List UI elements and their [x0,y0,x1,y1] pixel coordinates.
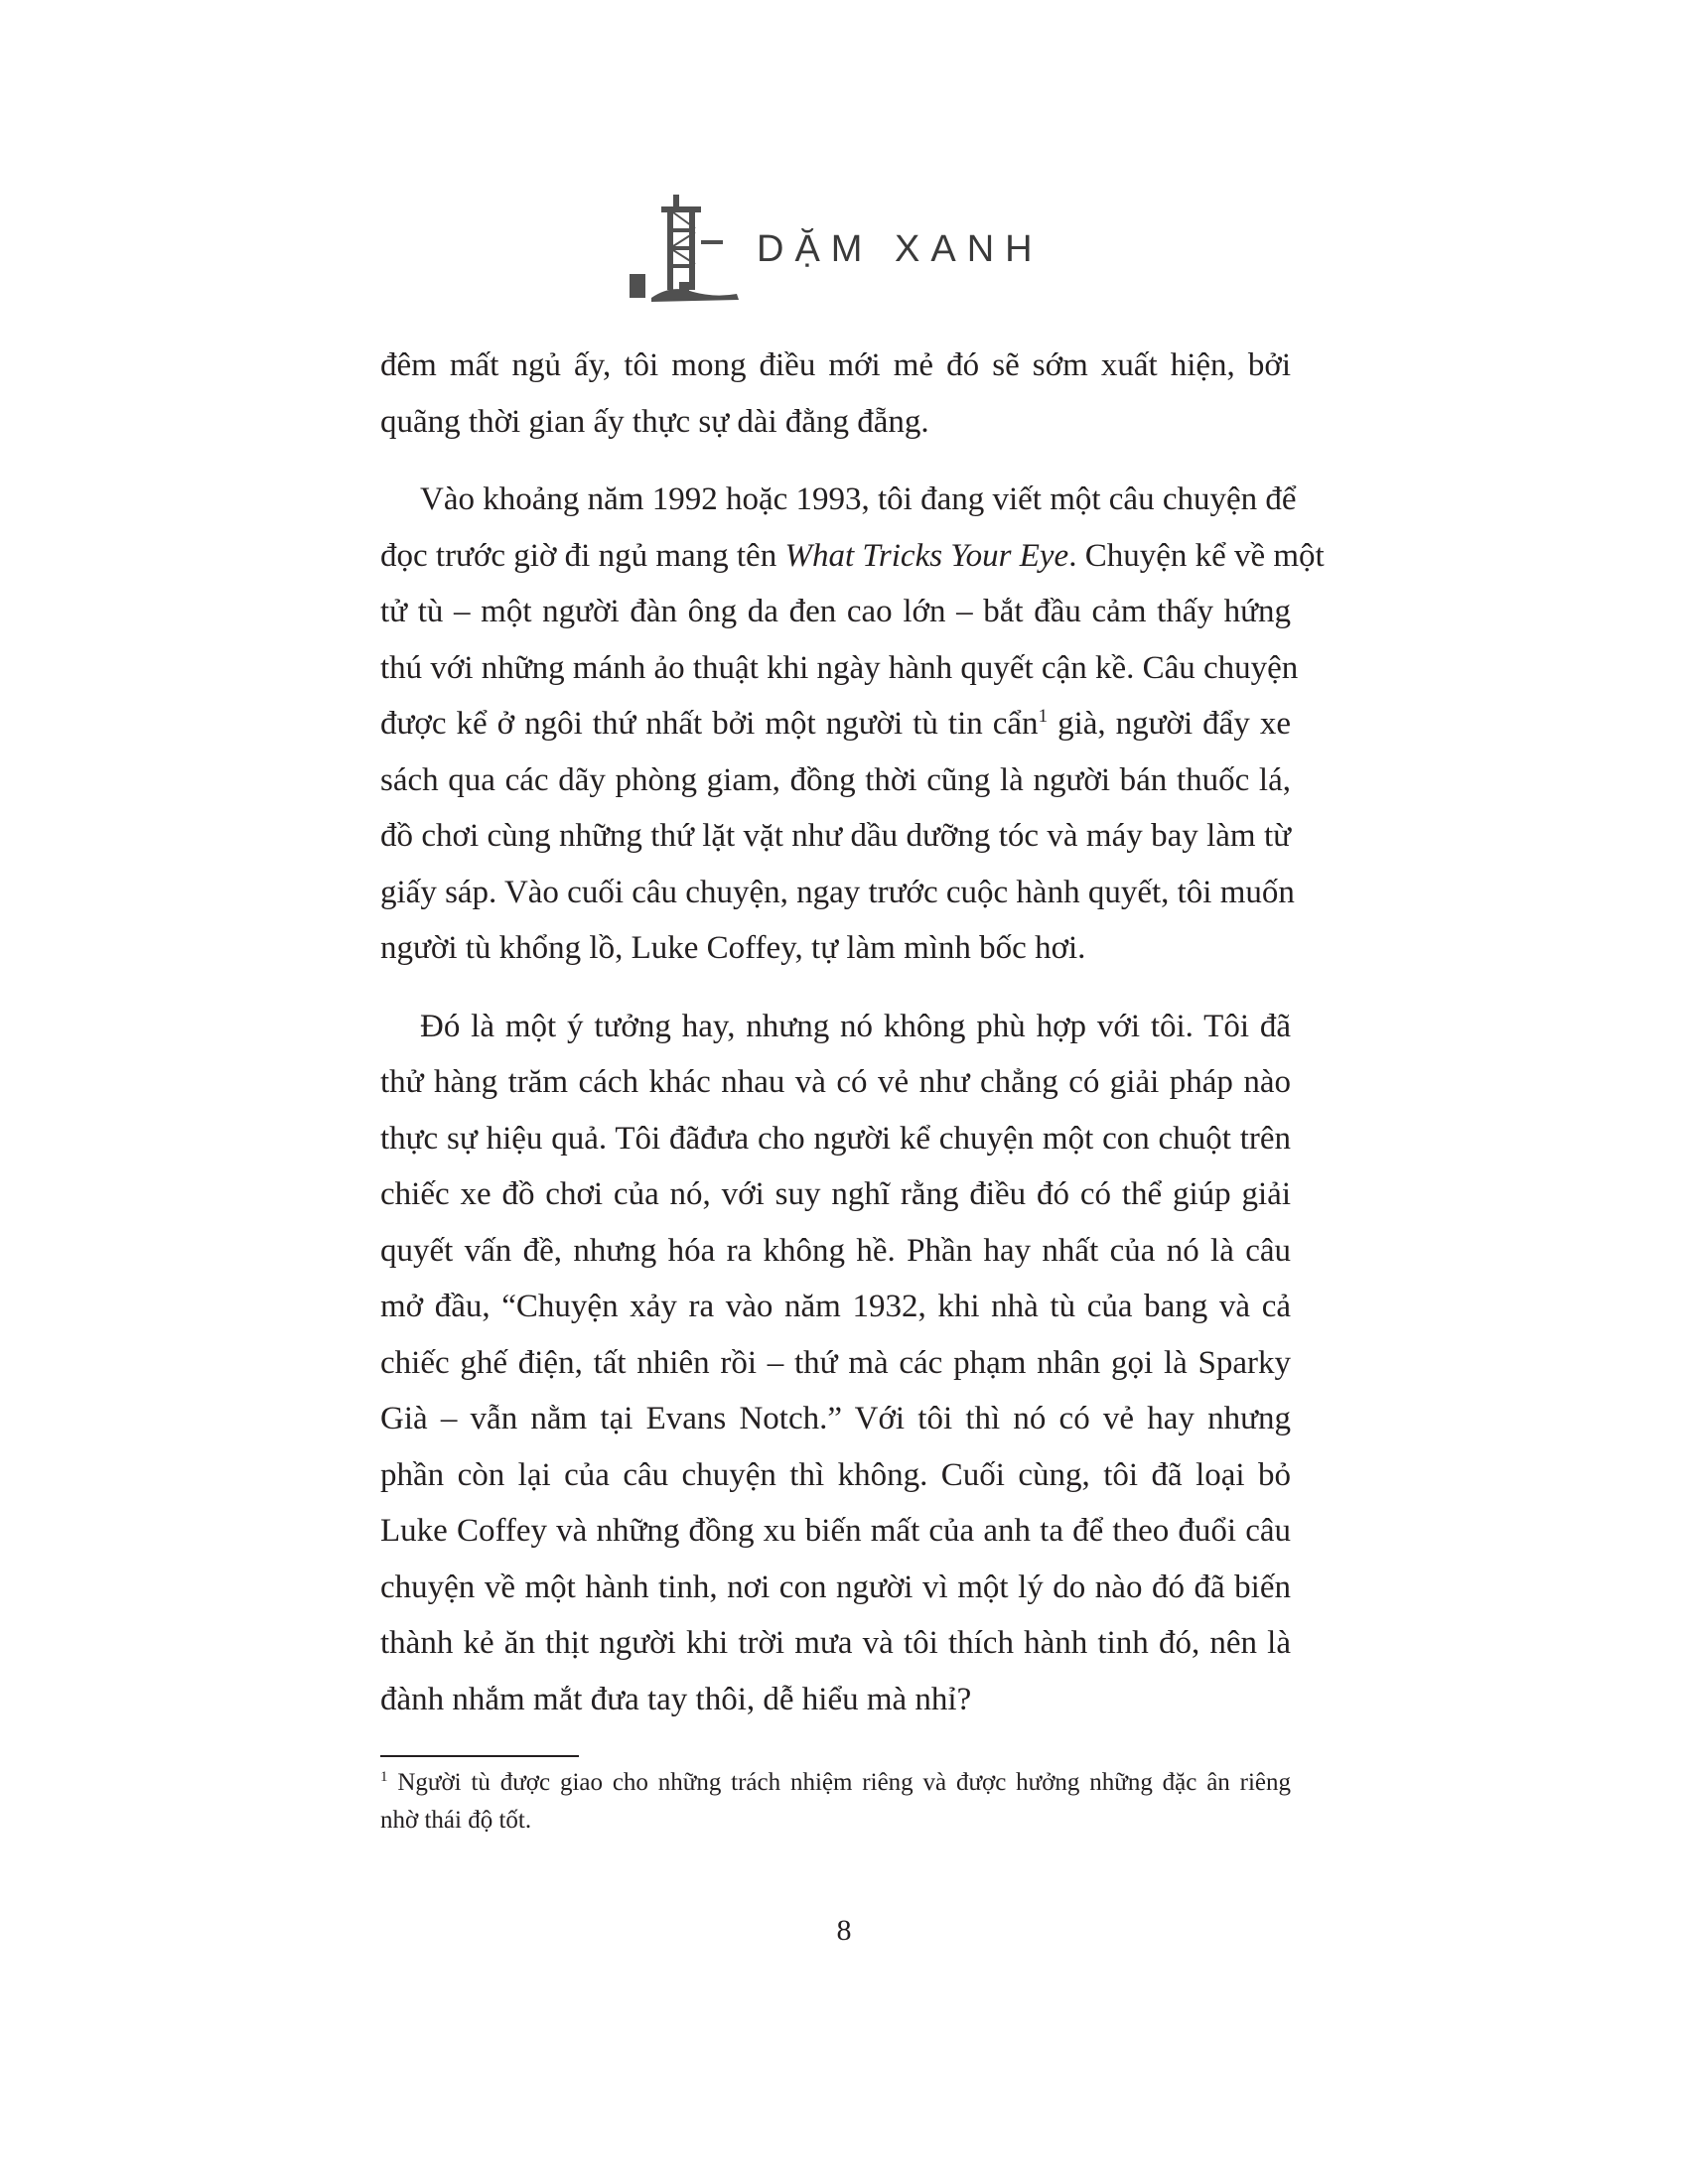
text-line: chuyện về một hành tinh, nơi con người vì một lý do nào đó đã biến [380,1569,1291,1605]
text-line: mở đầu, “Chuyện xảy ra vào năm 1932, khi nhà tù của bang và cả [380,1289,1291,1324]
text-line: quyết vấn đề, nhưng hóa ra không hề. Phần hay nhất của nó là câu [380,1232,1291,1269]
text-line: Vào khoảng năm 1992 hoặc 1993, tôi đang viết một câu chuyện để [420,481,1297,517]
main-text [380,338,1325,1727]
text-line: người tù khổng lồ, Luke Coffey, tự làm mình bốc hơi. [380,930,1086,966]
text-line: thử hàng trăm cách khác nhau và có vẻ như chẳng có giải pháp nào [380,1064,1291,1100]
text-line: thú với những mánh ảo thuật khi ngày hành quyết cận kề. Câu chuyện [380,649,1299,686]
text-line: Già – vẫn nằm tại Evans Notch.” Với tôi thì nó có vẻ hay nhưng [380,1401,1291,1436]
text-line: quãng thời gian ấy thực sự dài đằng đẵng. [380,403,929,440]
book-title: DẶM XANH [757,228,1044,270]
text-line: giấy sáp. Vào cuối câu chuyện, ngay trước cuộc hành quyết, tôi muốn [380,874,1295,910]
text-line: sách qua các dãy phòng giam, đồng thời cũng là người bán thuốc lá, [380,761,1291,798]
footnote-marker: 1 [380,1769,388,1785]
text-line: Luke Coffey và những đồng xu biến mất của anh ta để theo đuổi câu [380,1513,1291,1549]
paragraph [380,999,1291,1728]
footnote-line: $^1$ Người tù được giao cho những trách nhiệm riêng và được hưởng những đặc ân riêng [380,1769,1291,1796]
footnote-reference[interactable]: 1 [1038,706,1049,727]
text-line: thực sự hiệu quả. Tôi đãđưa cho người kể chuyện một con chuột trên [380,1120,1291,1157]
paragraph [380,338,1291,450]
text-line: đêm mất ngủ ấy, tôi mong điều mới mẻ đó sẽ sớm xuất hiện, bởi [380,347,1291,383]
footnote-divider [380,1755,579,1757]
paragraph [380,472,1325,977]
text-line: chiếc ghế điện, tất nhiên rồi – thứ mà các phạm nhân gọi là Sparky [380,1344,1291,1381]
text-line: đồ chơi cùng những thứ lặt vặt như dầu dưỡng tóc và máy bay làm từ [380,818,1291,854]
footnote-line: nhờ thái độ tốt. [380,1807,532,1834]
prison-tower-logo-icon [616,189,755,308]
text-line: chiếc xe đồ chơi của nó, với suy nghĩ rằng điều đó có thể giúp giải [380,1176,1291,1212]
text-line: tử tù – một người đàn ông da đen cao lớn – bắt đầu cảm thấy hứng [380,594,1291,629]
story-title: What Tricks Your Eye [784,537,1069,574]
text-line: đọc trước giờ đi ngủ mang tên What Tricks Your Eye. Chuyện kể về một [380,537,1325,574]
text-line: phần còn lại của câu chuyện thì không. Cuối cùng, tôi đã loại bỏ [380,1456,1291,1493]
footnote [380,1764,1291,1840]
running-header [616,189,1044,308]
text-line: được kể ở ngôi thứ nhất bởi một người tù tin cẩn$^1$ già, người đẩy xe [380,706,1291,742]
page-number: 8 [836,1914,852,1947]
text-line: đành nhắm mắt đưa tay thôi, dễ hiểu mà nhỉ? [380,1681,972,1717]
text-line: thành kẻ ăn thịt người khi trời mưa và tôi thích hành tinh đó, nên là [380,1625,1291,1661]
text-line: Đó là một ý tưởng hay, nhưng nó không phù hợp với tôi. Tôi đã [420,1008,1291,1044]
